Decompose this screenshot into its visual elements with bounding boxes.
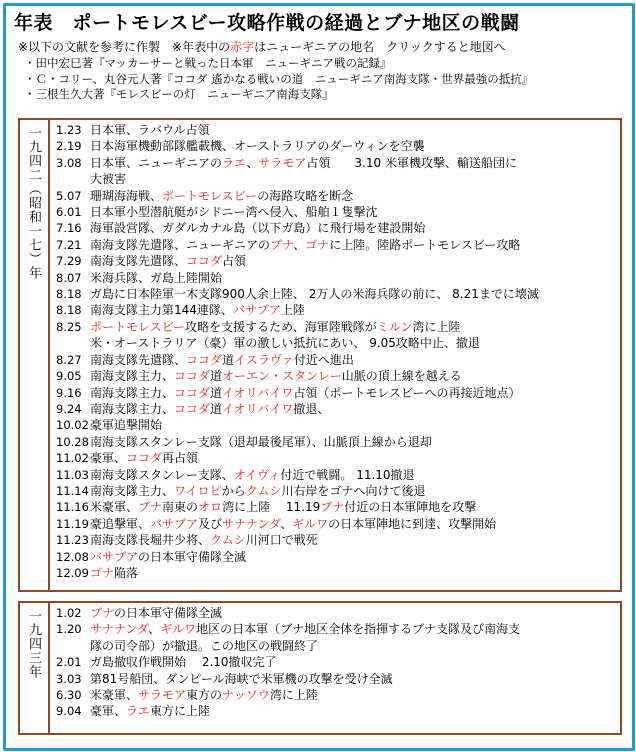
place-name-link[interactable]: ココダ xyxy=(126,451,163,466)
timeline-row xyxy=(56,286,616,302)
event-text-segment: 山脈の頂上線を越える xyxy=(341,369,462,384)
event-text-segment: 湾に上陸 xyxy=(269,688,318,703)
event-date: 1.23 xyxy=(56,123,82,137)
year-section-1942 xyxy=(18,118,622,592)
timeline-row xyxy=(56,467,616,483)
year-section-1943 xyxy=(18,601,622,735)
event-text xyxy=(90,204,378,220)
event-text xyxy=(90,654,277,670)
place-name-link[interactable]: ブナ xyxy=(90,606,115,620)
event-text xyxy=(90,401,329,417)
event-text-segment: 米・オーストラリア（豪）軍の激しい抵抗にあい、 9.05攻略中止、撤退 xyxy=(90,336,480,351)
timeline-row xyxy=(56,237,616,253)
event-text xyxy=(90,286,539,302)
event-text-segment: 占領 xyxy=(222,254,247,269)
event-date: 7.29 xyxy=(56,254,82,269)
event-date: 7.21 xyxy=(56,237,82,252)
event-text xyxy=(90,122,210,138)
place-name-link[interactable]: オーエン・スタンレー xyxy=(222,369,342,384)
event-text-segment: 南東の xyxy=(162,500,199,515)
event-text-segment: 、 xyxy=(280,516,293,531)
place-name-link[interactable]: ポートモレスビー xyxy=(90,319,186,334)
place-name-link[interactable]: ゴナ xyxy=(305,237,330,252)
event-text-segment: 南海支隊主力、 xyxy=(90,385,175,400)
event-text-segment: 東方に上陸 xyxy=(150,704,211,719)
event-date: 2.19 xyxy=(56,139,82,154)
event-text-segment: 南海支隊主力、 xyxy=(90,369,175,384)
event-text-segment: 占領（ポートモレスビーへの再接近地点） xyxy=(293,385,521,400)
event-text xyxy=(90,319,460,335)
timeline-row xyxy=(56,204,616,220)
page-title: 年表 ポートモレスビー攻略作戦の経過とブナ地区の戦闘 xyxy=(14,12,520,34)
event-text-segment: ガ島に日本陸軍一木支隊900人余上陸、 2万人の米海兵隊の前に、 8.21までに壊滅 xyxy=(90,287,539,302)
place-name-link[interactable]: バサブア xyxy=(90,549,139,564)
event-date: 11.03 xyxy=(56,467,89,482)
timeline-rows xyxy=(56,605,616,720)
timeline-row xyxy=(56,499,616,515)
event-text-segment: 南海支隊主力第144連隊、 xyxy=(90,303,233,318)
place-name-link[interactable]: ブナ xyxy=(320,500,345,515)
event-text-segment: 豪軍追撃開始 xyxy=(90,418,163,433)
event-text-segment: 珊瑚海海戦、 xyxy=(90,188,163,203)
reference-item: ・田中宏巳著『マッカーサーと戦った日本軍 ニューギニア戦の記録』 xyxy=(24,56,392,70)
event-text xyxy=(90,565,138,581)
place-name-link[interactable]: イオリバイワ xyxy=(222,401,294,416)
event-date: 6.01 xyxy=(56,205,82,220)
event-text-segment: 道 xyxy=(210,401,223,416)
place-name-link[interactable]: ココダ xyxy=(174,385,211,400)
event-text-segment: の日本軍守備隊全滅 xyxy=(114,606,223,620)
event-text-segment: 上陸 xyxy=(280,303,305,318)
event-text-segment: 南海支隊主力、 xyxy=(90,483,175,498)
event-text xyxy=(90,450,198,466)
event-date: 11.14 xyxy=(56,483,89,498)
event-date: 6.30 xyxy=(56,688,82,703)
event-date: 11.16 xyxy=(56,500,89,515)
place-name-link[interactable]: バサブア xyxy=(150,516,199,531)
timeline-row xyxy=(56,138,616,154)
event-text-segment: 、 xyxy=(246,155,259,170)
event-text-segment: 攻略を支援するため、海軍陸戦隊が xyxy=(185,319,377,334)
event-text xyxy=(90,549,246,565)
event-text-segment: 南海支隊スタンレー支隊（退却最後尾軍）、山脈頂上線から退却 xyxy=(90,434,432,449)
timeline-row xyxy=(56,188,616,204)
timeline-row xyxy=(56,171,616,187)
event-date: 8.27 xyxy=(56,352,82,367)
place-name-link[interactable]: ポートモレスビー xyxy=(162,188,258,203)
event-date: 11.23 xyxy=(56,533,89,548)
event-text-segment: 道 xyxy=(210,369,223,384)
event-date: 5.07 xyxy=(56,188,82,203)
event-text xyxy=(90,155,517,171)
event-text-segment: ガ島撤収作戦開始 2.10撤収完了 xyxy=(90,655,277,670)
event-date: 7.16 xyxy=(56,221,82,236)
event-text xyxy=(90,703,210,719)
event-text xyxy=(90,532,318,548)
reference-item: ・三根生久大著『モレスビーの灯 ニューギニア南海支隊』 xyxy=(24,87,334,101)
event-text-segment: 日本軍、ラバウル占領 xyxy=(90,123,210,137)
timeline-row xyxy=(56,703,616,719)
event-text-segment: 豪軍、 xyxy=(90,704,127,719)
year-label: 一九四三年 xyxy=(26,609,41,679)
place-name-link[interactable]: サナナンダ xyxy=(90,622,149,637)
event-text xyxy=(90,270,222,286)
event-text-segment: 、 xyxy=(293,237,306,252)
place-name-link[interactable]: ココダ xyxy=(174,401,211,416)
event-text-segment: 南海支隊先遣隊、 xyxy=(90,352,187,367)
event-text-segment: の日本軍守備隊全滅 xyxy=(138,549,247,564)
place-name-link[interactable]: イオリバイワ xyxy=(222,385,294,400)
place-name-link[interactable]: ギルワ xyxy=(292,516,329,531)
event-text-segment: 南海支隊先遣隊、 xyxy=(90,254,187,269)
timeline-row xyxy=(56,401,616,417)
timeline-row xyxy=(56,565,616,581)
event-text xyxy=(90,483,425,499)
event-date: 1.02 xyxy=(56,606,82,620)
place-name-link[interactable]: ミルン xyxy=(376,319,413,334)
source-note xyxy=(18,38,506,55)
event-text xyxy=(90,352,354,368)
event-text xyxy=(90,253,246,269)
event-date: 11.19 xyxy=(56,516,89,531)
event-text-segment: 海軍設営隊、ガダルカナル島（以下ガ島）に飛行場を建設開始 xyxy=(90,221,426,236)
event-date: 1.20 xyxy=(56,622,82,637)
event-text-segment: 湾に上陸 11.19 xyxy=(222,500,321,515)
event-text xyxy=(90,516,496,532)
event-date: 8.18 xyxy=(56,287,82,302)
timeline-row xyxy=(56,671,616,687)
event-text xyxy=(90,171,126,187)
event-text xyxy=(90,638,318,654)
event-text-segment: 東方の xyxy=(186,688,223,703)
event-date: 8.25 xyxy=(56,319,82,334)
event-text xyxy=(90,467,415,483)
event-text-segment: 米海兵隊、ガ島上陸開始 xyxy=(90,270,223,285)
event-date: 9.24 xyxy=(56,401,82,416)
reference-list xyxy=(24,56,533,103)
event-text xyxy=(90,138,425,154)
place-name-link[interactable]: オイヴィ xyxy=(233,467,281,482)
event-text xyxy=(90,605,222,621)
event-text-segment: の海路攻略を断念 xyxy=(257,188,354,203)
event-date xyxy=(56,638,90,654)
timeline-row xyxy=(56,368,616,384)
timeline-row xyxy=(56,385,616,401)
event-text-segment: 南海支隊主力、 xyxy=(90,401,175,416)
event-date: 2.01 xyxy=(56,655,82,670)
timeline-row xyxy=(56,122,616,138)
event-text-segment: 日本海軍機動部隊艦載機、オーストラリアのダーウィンを空襲 xyxy=(90,139,425,154)
event-text-segment: 、 xyxy=(148,622,161,637)
event-text-segment: 再占領 xyxy=(162,451,199,466)
event-date: 3.08 xyxy=(56,155,82,170)
year-label: 一九四二（昭和一七）年 xyxy=(26,126,41,280)
event-date: 12.09 xyxy=(56,565,89,580)
place-name-link[interactable]: ギルワ xyxy=(160,622,197,637)
place-name-link[interactable]: クムシ xyxy=(245,483,282,498)
timeline-row xyxy=(56,335,616,351)
timeline-row xyxy=(56,516,616,532)
timeline-row xyxy=(56,319,616,335)
timeline-row xyxy=(56,155,616,171)
timeline-row xyxy=(56,654,616,670)
place-name-link[interactable]: ココダ xyxy=(186,352,223,367)
timeline-row xyxy=(56,638,616,654)
place-name-link[interactable]: ナッソウ xyxy=(222,688,270,703)
event-date: 8.07 xyxy=(56,270,82,285)
place-name-link[interactable]: バサブア xyxy=(232,303,281,318)
timeline-row xyxy=(56,220,616,236)
event-text xyxy=(90,302,305,318)
place-name-link[interactable]: ココダ xyxy=(186,254,223,269)
event-text-segment: 豪軍、 xyxy=(90,451,127,466)
event-text-segment: から xyxy=(221,483,246,498)
place-name-link[interactable]: サナナンダ xyxy=(222,516,281,531)
event-text-segment: 撤退、 xyxy=(293,401,330,416)
timeline-rows xyxy=(56,122,616,581)
place-name-link[interactable]: クムシ xyxy=(210,533,246,548)
event-text xyxy=(90,687,318,703)
event-text-segment: 陥落 xyxy=(114,565,139,580)
note-text-after: はニューギニアの地名 クリックすると地図へ xyxy=(254,40,506,54)
place-name-link[interactable]: オロ xyxy=(198,500,223,515)
event-text-segment: 南海支隊先遣隊、ニューギニアの xyxy=(90,237,271,252)
timeline-row xyxy=(56,302,616,318)
event-text-segment: 川右岸をゴナへ向けて後退 xyxy=(281,483,426,498)
timeline-row xyxy=(56,532,616,548)
event-text-segment: 南海支隊スタンレー支隊、 xyxy=(90,467,234,482)
event-date: 11.02 xyxy=(56,451,89,466)
timeline-row xyxy=(56,605,616,621)
event-text-segment: 米豪軍、 xyxy=(90,500,139,515)
event-date: 12.08 xyxy=(56,549,89,564)
event-text-segment: 湾に上陸 xyxy=(412,319,461,334)
event-date: 3.03 xyxy=(56,671,82,686)
place-name-link[interactable]: ワイロピ xyxy=(174,483,222,498)
event-text xyxy=(90,434,432,450)
timeline-row xyxy=(56,253,616,269)
place-name-link[interactable]: ラエ xyxy=(126,704,151,719)
event-text xyxy=(90,368,462,384)
event-date: 9.16 xyxy=(56,385,82,400)
event-text xyxy=(90,220,425,236)
timeline-row xyxy=(56,270,616,286)
reference-item: ・Ｃ・コリー、丸谷元人著『ココダ 遙かなる戦いの道 ニューギニア南海支隊・世界最強の抵抗』 xyxy=(24,71,534,86)
event-text xyxy=(90,385,521,401)
event-text-segment: 付近の日本軍陣地を攻撃 xyxy=(344,500,477,515)
event-text-segment: 大被害 xyxy=(90,172,127,187)
event-date: 10.02 xyxy=(56,418,89,433)
event-text-segment: 豪追撃軍、 xyxy=(90,516,151,531)
note-red-word: 赤字 xyxy=(230,40,255,54)
timeline-row xyxy=(56,549,616,565)
event-date: 8.18 xyxy=(56,303,82,318)
event-text xyxy=(90,188,353,204)
place-name-link[interactable]: サラモア xyxy=(138,688,187,703)
timeline-row xyxy=(56,483,616,499)
event-text xyxy=(90,671,393,687)
place-name-link[interactable]: イスラヴァ xyxy=(234,352,294,367)
event-text-segment: 日本軍、ニューギニアの xyxy=(90,155,223,170)
place-name-link[interactable]: サラモア xyxy=(258,155,307,170)
event-date: 10.28 xyxy=(56,434,89,449)
event-text-segment: 付近へ進出 xyxy=(293,352,354,367)
event-text-segment: に上陸。陸路ポートモレスビー攻略 xyxy=(329,237,521,252)
event-text-segment: 道 xyxy=(222,352,235,367)
event-text-segment: 第81号船団、ダンピール海峡で米軍機の攻撃を受け全滅 xyxy=(90,671,393,686)
event-text-segment: 付近で戦闘。 11.10撤退 xyxy=(280,467,415,482)
event-text xyxy=(90,335,480,351)
event-text-segment: 隊の司令部）が撤退。この地区の戦闘終了 xyxy=(90,638,319,653)
event-text xyxy=(90,417,162,433)
event-date: 9.04 xyxy=(56,704,82,719)
event-text xyxy=(90,499,476,515)
event-text-segment: 川河口で戦死 xyxy=(245,533,318,548)
timeline-row xyxy=(56,621,616,637)
event-text-segment: の日本軍陣地に到達、攻撃開始 xyxy=(328,516,497,531)
timeline-row xyxy=(56,450,616,466)
timeline-row xyxy=(56,417,616,433)
event-text xyxy=(90,621,520,637)
event-text-segment: 占領 3.10 米軍機攻撃、輸送船団に xyxy=(306,155,517,170)
place-name-link[interactable]: ブナ xyxy=(138,500,163,515)
place-name-link[interactable]: ココダ xyxy=(174,369,211,384)
place-name-link[interactable]: ブナ xyxy=(270,237,294,252)
event-text-segment: 及び xyxy=(198,516,223,531)
year-column xyxy=(20,120,50,590)
event-date xyxy=(56,171,90,187)
timeline-row xyxy=(56,352,616,368)
event-text-segment: 日本軍小型潜航艇がシドニー湾へ侵入、船舶１隻撃沈 xyxy=(90,205,378,220)
event-text-segment: 道 xyxy=(210,385,223,400)
timeline-row xyxy=(56,687,616,703)
event-text xyxy=(90,237,520,253)
note-text-before: ※以下の文献を参考に作製 ※年表中の xyxy=(18,40,231,54)
event-date xyxy=(56,335,90,351)
place-name-link[interactable]: ゴナ xyxy=(90,565,115,580)
year-column xyxy=(20,603,50,733)
event-text-segment: 米豪軍、 xyxy=(90,688,139,703)
timeline-row xyxy=(56,434,616,450)
event-text-segment: 南海支隊長堀井少将、 xyxy=(90,533,211,548)
event-date: 9.05 xyxy=(56,369,82,384)
event-text-segment: 地区の日本軍（ブナ地区全体を指揮するブナ支隊及び南海支 xyxy=(196,622,521,637)
place-name-link[interactable]: ラエ xyxy=(222,155,247,170)
